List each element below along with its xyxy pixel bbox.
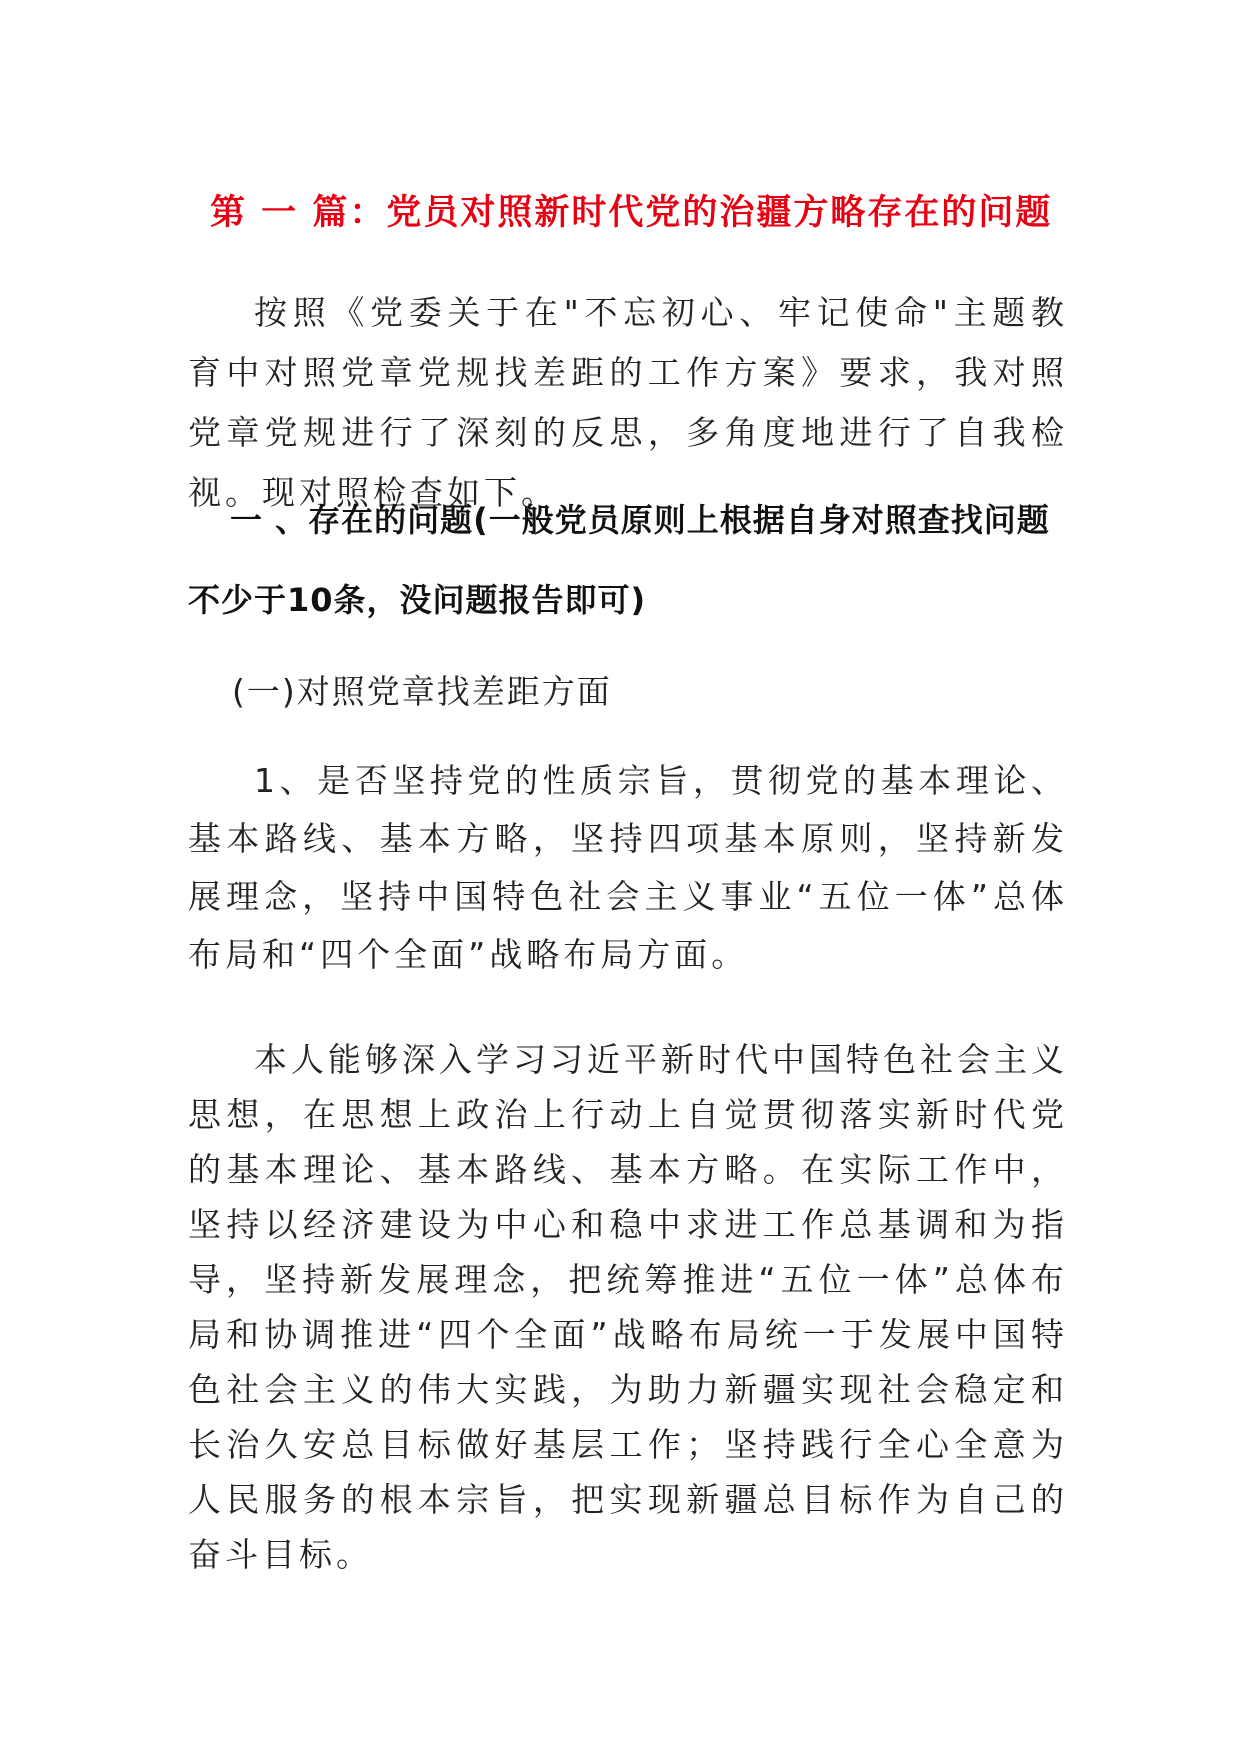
document-title: 第 一 篇：党员对照新时代党的治疆方略存在的问题	[210, 193, 1053, 233]
intro-paragraph: 按照《党委关于在"不忘初心、牢记使命"主题教育中对照党章党规找差距的工作方案》要求，我对照党章党规进行了深刻的反思，多角度地进行了自我检视。现对照检查如下。	[188, 293, 1068, 512]
section-heading-line-2: 不少于10条，没问题报告即可)	[188, 581, 647, 619]
section-heading-line-1: 一 、存在的问题(一般党员原则上根据自身对照查找问题	[230, 501, 1050, 539]
item-1-response-paragraph: 本人能够深入学习习近平新时代中国特色社会主义思想，在思想上政治上行动上自觉贯彻落实新时代党的基本理论、基本路线、基本方略。在实际工作中，坚持以经济建设为中心和稳中求进工作总基调和为指导，坚持新发展理念，把统筹推进“五位一体”总体布局和协调推进“四个全面”战略布局统一于发展中国特色社会主义的伟大实践，为助力新疆实现社会稳定和长治久安总目标做好基层工作；坚持践行全心全意为人民服务的根本宗旨，把实现新疆总目标作为自己的奋斗目标。	[188, 1040, 1068, 1574]
subsection-heading: (一)对照党章找差距方面	[232, 672, 612, 711]
item-1-paragraph: 1、是否坚持党的性质宗旨，贯彻党的基本理论、基本路线、基本方略，坚持四项基本原则，坚持新发展理念，坚持中国特色社会主义事业“五位一体”总体布局和“四个全面”战略布局方面。	[188, 761, 1068, 974]
